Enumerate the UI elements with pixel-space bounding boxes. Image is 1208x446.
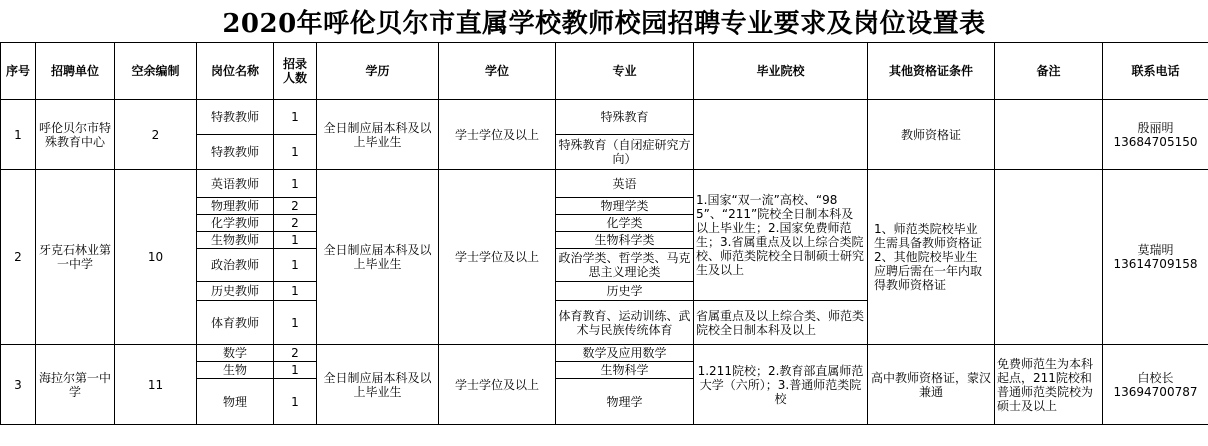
row-school: 1.211院校；2.教育部直属师范大学（六所）；3.普通师范类院校 <box>694 345 868 425</box>
table-row <box>1 170 1208 198</box>
header-count: 招录人数 <box>274 43 317 100</box>
row-degree: 学士学位及以上 <box>439 100 556 170</box>
header-row <box>1 43 1208 100</box>
row-note <box>995 170 1103 345</box>
row-phone <box>1103 345 1208 425</box>
post-count: 1 <box>274 301 317 345</box>
post-major: 物理学类 <box>556 198 694 215</box>
row-vacancy: 11 <box>115 345 197 425</box>
post-name: 生物教师 <box>197 232 274 249</box>
row-no: 1 <box>1 100 36 170</box>
post-name: 历史教师 <box>197 282 274 301</box>
contact-phone: 13684705150 <box>1113 134 1198 149</box>
contact-phone: 13614709158 <box>1113 257 1198 271</box>
post-name: 体育教师 <box>197 301 274 345</box>
row-degree: 学士学位及以上 <box>439 170 556 345</box>
row-school-pe: 省属重点及以上综合类、师范类院校全日制本科及以上 <box>694 301 868 345</box>
row-no: 2 <box>1 170 36 345</box>
row-phone <box>1103 100 1208 170</box>
post-name: 物理教师 <box>197 198 274 215</box>
header-degree: 学位 <box>439 43 556 100</box>
header-vacancy: 空余编制 <box>115 43 197 100</box>
post-count: 1 <box>274 232 317 249</box>
row-cert: 高中教师资格证，蒙汉兼通 <box>868 345 995 425</box>
post-major: 英语 <box>556 170 694 198</box>
row-education: 全日制应届本科及以上毕业生 <box>317 100 439 170</box>
header-school: 毕业院校 <box>694 43 868 100</box>
row-vacancy: 2 <box>115 100 197 170</box>
post-major: 数学及应用数学 <box>556 345 694 362</box>
post-name: 特教教师 <box>197 135 274 170</box>
post-count: 1 <box>274 170 317 198</box>
row-unit: 呼伦贝尔市特殊教育中心 <box>36 100 115 170</box>
post-major: 生物科学类 <box>556 232 694 249</box>
row-school: 1.国家“双一流”高校、“985”、“211”院校全日制本科及以上毕业生；2.国家免费师范生；3.省属重点及以上综合类院校、师范类院校全日制硕士研究生及以上 <box>694 170 868 301</box>
recruitment-table <box>0 42 1208 425</box>
row-no: 3 <box>1 345 36 425</box>
header-cert: 其他资格证条件 <box>868 43 995 100</box>
post-name: 化学教师 <box>197 215 274 232</box>
post-count: 1 <box>274 135 317 170</box>
row-cert: 1、师范类院校毕业生需具备教师资格证 2、其他院校毕业生应聘后需在一年内取得教师资格证 <box>868 170 995 345</box>
row-cert: 教师资格证 <box>868 100 995 170</box>
post-major: 历史学 <box>556 282 694 301</box>
post-name: 生物 <box>197 362 274 379</box>
contact-name: 莫瑞明 <box>1137 243 1174 257</box>
table-row <box>1 100 1208 135</box>
row-education: 全日制应届本科及以上毕业生 <box>317 345 439 425</box>
row-note <box>995 100 1103 170</box>
post-name: 物理 <box>197 379 274 425</box>
post-major: 特殊教育 <box>556 100 694 135</box>
header-phone: 联系电话 <box>1103 43 1208 100</box>
sheet-title: 2020年呼伦贝尔市直属学校教师校园招聘专业要求及岗位设置表 <box>222 8 986 39</box>
post-count: 2 <box>274 215 317 232</box>
post-major: 政治学类、哲学类、马克思主义理论类 <box>556 249 694 282</box>
header-major: 专业 <box>556 43 694 100</box>
post-major: 化学类 <box>556 215 694 232</box>
post-count: 1 <box>274 282 317 301</box>
row-education: 全日制应届本科及以上毕业生 <box>317 170 439 345</box>
header-education: 学历 <box>317 43 439 100</box>
post-count: 1 <box>274 379 317 425</box>
row-vacancy: 10 <box>115 170 197 345</box>
header-no: 序号 <box>1 43 36 100</box>
post-major: 生物科学 <box>556 362 694 379</box>
table-row <box>1 345 1208 362</box>
header-unit: 招聘单位 <box>36 43 115 100</box>
post-major: 特殊教育（自闭症研究方向） <box>556 135 694 170</box>
post-count: 1 <box>274 362 317 379</box>
row-phone <box>1103 170 1208 345</box>
post-name: 政治教师 <box>197 249 274 282</box>
contact-phone: 13694700787 <box>1113 384 1198 399</box>
contact-name: 白校长 <box>1137 370 1174 385</box>
row-note: 免费师范生为本科起点，211院校和普通师范类院校为硕士及以上 <box>995 345 1103 425</box>
row-unit: 牙克石林业第一中学 <box>36 170 115 345</box>
post-count: 2 <box>274 345 317 362</box>
row-unit: 海拉尔第一中学 <box>36 345 115 425</box>
row-school <box>694 100 868 170</box>
header-note: 备注 <box>995 43 1103 100</box>
post-name: 数学 <box>197 345 274 362</box>
post-major: 物理学 <box>556 379 694 425</box>
post-name: 英语教师 <box>197 170 274 198</box>
post-count: 2 <box>274 198 317 215</box>
post-major: 体育教育、运动训练、武术与民族传统体育 <box>556 301 694 345</box>
row-degree: 学士学位及以上 <box>439 345 556 425</box>
contact-name: 殷丽明 <box>1137 120 1174 135</box>
post-name: 特教教师 <box>197 100 274 135</box>
post-count: 1 <box>274 100 317 135</box>
post-count: 1 <box>274 249 317 282</box>
header-post: 岗位名称 <box>197 43 274 100</box>
